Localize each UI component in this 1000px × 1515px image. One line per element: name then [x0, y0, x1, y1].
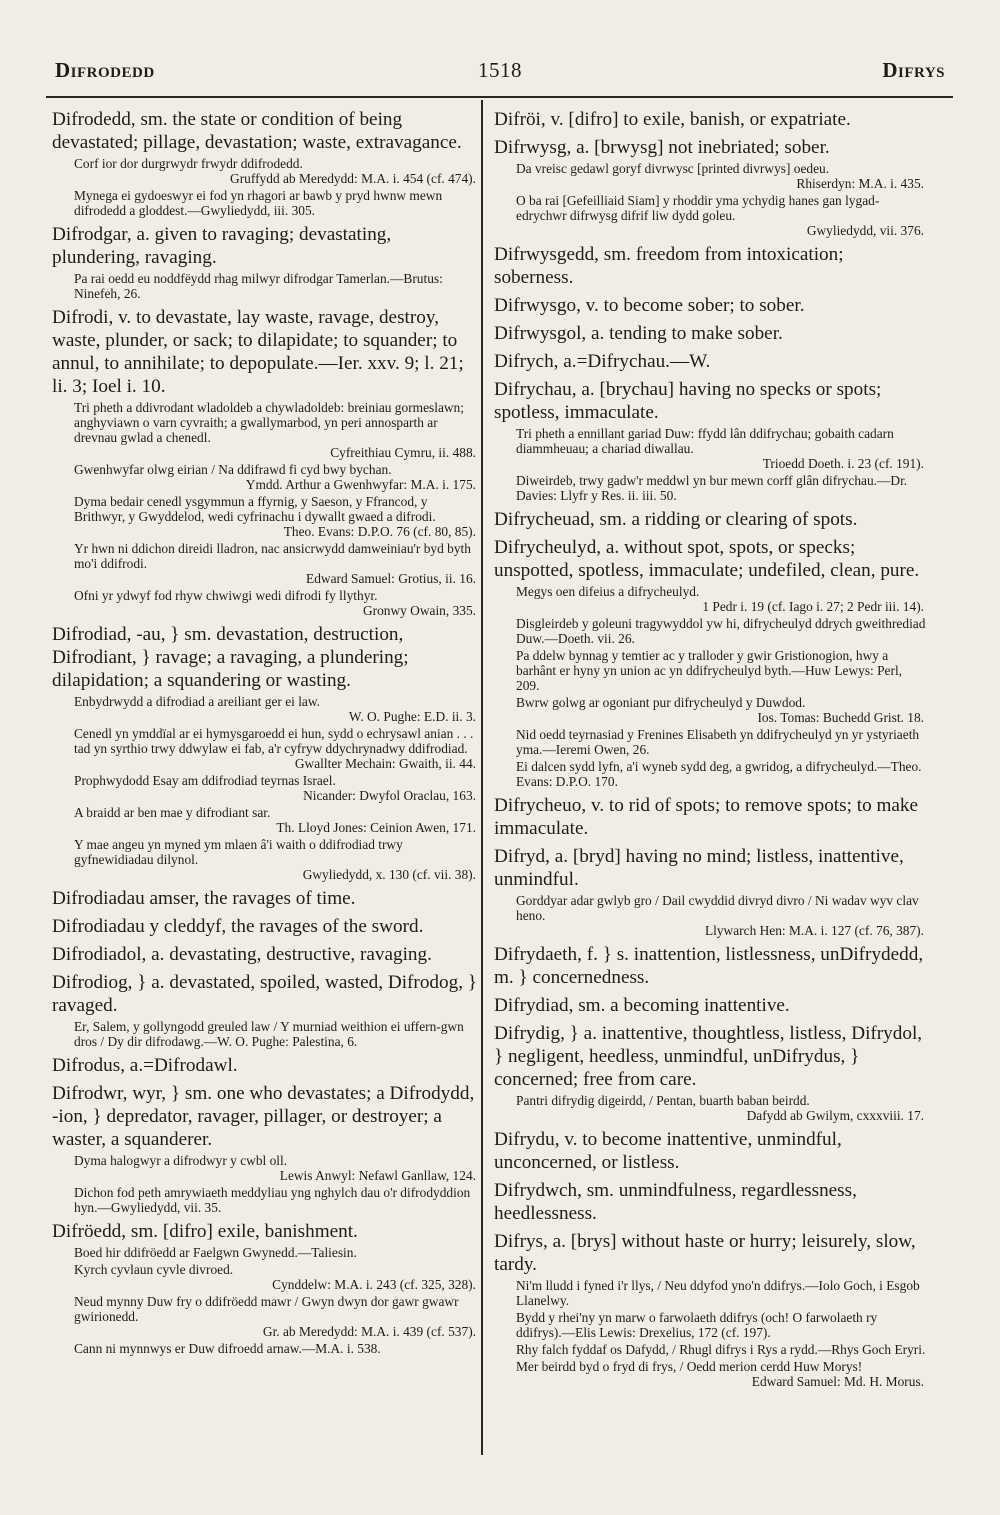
entry-definition: Difrycheuad, sm. a ridding or clearing of spots.	[494, 509, 858, 530]
entry-definition: Difrodus, a.=Difrodawl.	[52, 1055, 238, 1076]
entry-definition: Difrwysgedd, sm. freedom from intoxication; soberness.	[494, 244, 844, 288]
dictionary-entry	[494, 994, 926, 1017]
dictionary-entry	[52, 915, 478, 938]
column-divider	[481, 100, 483, 1455]
entry-definition: Difrydaeth, f. } s. inattention, listlessness, unDifrydedd, m. } concernedness.	[494, 944, 924, 988]
dictionary-entry	[52, 108, 478, 218]
entry-definition: Difrwysgol, a. tending to make sober.	[494, 323, 783, 344]
example-quotation: Cann ni mynnwys er Duw difroedd arnaw.—M.A. i. 538.	[74, 1341, 381, 1356]
example-quotation: Disgleirdeb y goleuni tragywyddol yw hi, difrycheulyd ddrych gweithrediad Duw.—Doeth. vii. 26.	[516, 616, 926, 646]
example-quotation: Prophwydodd Esay am ddifrodiad teyrnas Israel.	[74, 773, 336, 788]
quotation-citation: 1 Pedr i. 19 (cf. Iago i. 27; 2 Pedr iii. 14).	[702, 599, 924, 614]
entry-definition: Difrwysg, a. [brwysg] not inebriated; sober.	[494, 137, 830, 158]
example-quotation: Bydd y rhei'ny yn marw o farwolaeth ddifrys (och! O farwolaeth ry ddifrys).—Elis Lewis: Drexelius, 172 (cf. 197).	[516, 1310, 878, 1340]
entry-definition: Difrodiadau y cleddyf, the ravages of the sword.	[52, 916, 424, 937]
quotation-citation: Gr. ab Meredydd: M.A. i. 439 (cf. 537).	[262, 1324, 476, 1339]
example-quotation: Er, Salem, y gollyngodd greuled law / Y murniad weithion ei uffern-gwn dros / Dy dir difrodawg.—W. O. Pughe: Palestina, 6.	[74, 1019, 464, 1049]
dictionary-entry	[52, 1220, 478, 1356]
example-quotation: Pantri difrydig digeirdd, / Pentan, buarth baban beirdd.	[516, 1093, 810, 1108]
entry-definition: Difrycheulyd, a. without spot, spots, or specks; unspotted, spotless, immaculate; undefiled, clean, pure.	[494, 537, 920, 581]
dictionary-entry	[494, 322, 926, 345]
dictionary-entry	[494, 794, 926, 840]
example-quotation: Cenedl yn ymddïal ar ei hymysgaroedd ei hun, sydd o echrysawl anian . . . tad yn syrthio trwy ddwylaw ei fab, a'r cyfryw ddychrynadwy ddifrodiad.	[74, 726, 474, 756]
dictionary-entry	[494, 536, 926, 789]
example-quotation: Gwenhwyfar olwg eirian / Na ddifrawd fi cyd bwy bychan.	[74, 462, 392, 477]
quotation-citation: Edward Samuel: Md. H. Morus.	[751, 1374, 924, 1389]
quotation-citation: W. O. Pughe: E.D. ii. 3.	[348, 709, 476, 724]
example-quotation: Nid oedd teyrnasiad y Frenines Elisabeth yn ddifrycheulyd yn yr ystyriaeth yma.—Ieremi Owen, 26.	[516, 727, 920, 757]
quotation-citation: Gwallter Mechain: Gwaith, ii. 44.	[294, 756, 476, 771]
example-quotation: A braidd ar ben mae y difrodiant sar.	[74, 805, 271, 820]
example-quotation: Mer beirdd byd o fryd di frys, / Oedd merion cerdd Huw Morys!	[516, 1359, 863, 1374]
dictionary-entry	[494, 845, 926, 938]
entry-definition: Difrodgar, a. given to ravaging; devastating, plundering, ravaging.	[52, 224, 392, 268]
dictionary-entry	[52, 306, 478, 618]
dictionary-entry	[494, 294, 926, 317]
entry-definition: Difrycheuo, v. to rid of spots; to remove spots; to make immaculate.	[494, 795, 919, 839]
entry-definition: Difrodedd, sm. the state or condition of being devastated; pillage, devastation; waste, extravagance.	[52, 109, 462, 153]
example-quotation: Ni'm lludd i fyned i'r llys, / Neu ddyfod yno'n ddifrys.—Iolo Goch, i Esgob Llanelwy.	[516, 1278, 920, 1308]
example-quotation: Corf ior dor durgrwydr frwydr ddifrodedd.	[74, 156, 303, 171]
quotation-citation: Theo. Evans: D.P.O. 76 (cf. 80, 85).	[283, 524, 476, 539]
example-quotation: Neud mynny Duw fry o ddifröedd mawr / Gwyn dwyn dor gawr gwawr gwirionedd.	[74, 1294, 459, 1324]
quotation-citation: Lewis Anwyl: Nefawl Ganllaw, 124.	[279, 1168, 476, 1183]
example-quotation: Dyma bedair cenedl ysgymmun a ffyrnig, y Saeson, y Ffrancod, y Brithwyr, y Gwyddelod, wedi cyfrinachu i dywallt gwaed a difrodi.	[74, 494, 436, 524]
entry-definition: Difrwysgo, v. to become sober; to sober.	[494, 295, 805, 316]
dictionary-entry	[494, 508, 926, 531]
example-quotation: O ba rai [Gefeilliaid Siam] y rhoddir yma ychydig hanes gan lygad-edrychwr difrwysg difrif liw dydd goleu.	[516, 193, 880, 223]
entry-definition: Difrodwr, wyr, } sm. one who devastates; a Difrodydd, -ion, } depredator, ravager, pillager, or destroyer; a waster, a squanderer.	[52, 1083, 475, 1150]
dictionary-entry	[494, 378, 926, 503]
header-left-guideword: Difrodedd	[55, 58, 155, 82]
quotation-citation: Cynddelw: M.A. i. 243 (cf. 325, 328).	[272, 1277, 476, 1292]
example-quotation: Enbydrwydd a difrodiad a areiliant ger ei law.	[74, 694, 321, 709]
dictionary-entry	[52, 887, 478, 910]
dictionary-entry	[494, 1179, 926, 1225]
entry-definition: Difrodiadau amser, the ravages of time.	[52, 888, 356, 909]
quotation-citation: Gwyliedydd, x. 130 (cf. vii. 38).	[302, 867, 476, 882]
left-column	[52, 108, 478, 1453]
example-quotation: Y mae angeu yn myned ym mlaen â'i waith o ddifrodiad trwy gyfnewidiadau dilynol.	[74, 837, 403, 867]
example-quotation: Kyrch cyvlaun cyvle divroed.	[74, 1262, 234, 1277]
quotation-citation: Dafydd ab Gwilym, cxxxviii. 17.	[746, 1108, 924, 1123]
quotation-citation: Th. Lloyd Jones: Ceinion Awen, 171.	[276, 820, 476, 835]
dictionary-entry	[494, 1022, 926, 1123]
example-quotation: Dyma halogwyr a difrodwyr y cwbl oll.	[74, 1153, 288, 1168]
quotation-citation: Nicander: Dwyfol Oraclau, 163.	[303, 788, 476, 803]
quotation-citation: Gwyliedydd, vii. 376.	[806, 223, 924, 238]
quotation-citation: Ymdd. Arthur a Gwenhwyfar: M.A. i. 175.	[245, 477, 476, 492]
example-quotation: Tri pheth a ennillant gariad Duw: ffydd lân ddifrychau; gobaith cadarn diammheuau; a chariad diwallau.	[516, 426, 894, 456]
dictionary-entry	[494, 243, 926, 289]
running-header	[55, 58, 945, 88]
quotation-citation: Ios. Tomas: Buchedd Grist. 18.	[757, 710, 924, 725]
entry-definition: Difröi, v. [difro] to exile, banish, or expatriate.	[494, 109, 851, 130]
dictionary-entry	[52, 943, 478, 966]
entry-definition: Difrodi, v. to devastate, lay waste, ravage, destroy, waste, plunder, or sack; to dilapidate; to squander; to annul, to annihilate; to depopulate.—Ier. xxv. 9; l. 21; li. 3; Ioel i. 10.	[52, 307, 464, 397]
example-quotation: Yr hwn ni ddichon direidi lladron, nac ansicrwydd damweiniau'r byd byth mo'i ddifrodi.	[74, 541, 471, 571]
entry-definition: Difrodiog, } a. devastated, spoiled, wasted, Difrodog, } ravaged.	[52, 972, 477, 1016]
example-quotation: Tri pheth a ddivrodant wladoldeb a chywladoldeb: breiniau gormeslawn; anghyviawn o varn cyvraith; a gwallymarbod, yn peri annosparth ar drevnau gwlad a chenedl.	[74, 400, 464, 445]
dictionary-entry	[494, 136, 926, 238]
quotation-citation: Gruffydd ab Meredydd: M.A. i. 454 (cf. 474).	[230, 171, 476, 186]
example-quotation: Gorddyar adar gwlyb gro / Dail cwyddid divryd divro / Ni wadav wyv clav heno.	[516, 893, 919, 923]
example-quotation: Da vreisc gedawl goryf divrwysc [printed divrwys] oedeu.	[516, 161, 830, 176]
example-quotation: Rhy falch fyddaf os Dafydd, / Rhugl difrys i Rys a rydd.—Rhys Goch Eryri.	[516, 1342, 926, 1357]
example-quotation: Bwrw golwg ar ogoniant pur difrycheulyd y Duwdod.	[516, 695, 806, 710]
entry-definition: Difryd, a. [bryd] having no mind; listless, inattentive, unmindful.	[494, 846, 904, 890]
right-column	[494, 108, 926, 1453]
entry-definition: Difrychau, a. [brychau] having no specks or spots; spotless, immaculate.	[494, 379, 882, 423]
entry-definition: Difrydu, v. to become inattentive, unmindful, unconcerned, or listless.	[494, 1129, 842, 1173]
entry-definition: Difröedd, sm. [difro] exile, banishment.	[52, 1221, 358, 1242]
example-quotation: Ei dalcen sydd lyfn, a'i wyneb sydd deg, a gwridog, a difrycheulyd.—Theo. Evans: D.P.O. 170.	[516, 759, 922, 789]
dictionary-entry	[494, 1230, 926, 1389]
quotation-citation: Gronwy Owain, 335.	[362, 603, 476, 618]
example-quotation: Dichon fod peth amrywiaeth meddyliau yng nghylch dau o'r difrodyddion hyn.—Gwyliedydd, vii. 35.	[74, 1185, 471, 1215]
page-number: 1518	[478, 58, 522, 82]
example-quotation: Pa ddelw bynnag y temtier ac y tralloder y gwir Gristionogion, hwy a barhânt er hyny yn union ac yn ddifrycheulyd byth.—Huw Lewys: Perl, 209.	[516, 648, 903, 693]
header-rule	[46, 96, 953, 98]
example-quotation: Boed hir ddifröedd ar Faelgwn Gwynedd.—Taliesin.	[74, 1245, 357, 1260]
example-quotation: Diweirdeb, trwy gadw'r meddwl yn bur mewn corff glân difrychau.—Dr. Davies: Llyfr y Res. ii. iii. 50.	[516, 473, 908, 503]
example-quotation: Ofni yr ydwyf fod rhyw chwiwgi wedi difrodi fy llythyr.	[74, 588, 378, 603]
entry-definition: Difrys, a. [brys] without haste or hurry; leisurely, slow, tardy.	[494, 1231, 916, 1275]
quotation-citation: Trioedd Doeth. i. 23 (cf. 191).	[762, 456, 924, 471]
dictionary-entry	[494, 108, 926, 131]
dictionary-entry	[52, 1082, 478, 1215]
dictionary-entry	[494, 350, 926, 373]
entry-definition: Difrydig, } a. inattentive, thoughtless, listless, Difrydol, } negligent, heedless, unmindful, unDifrydus, } concerned; free from care.	[494, 1023, 923, 1090]
example-quotation: Mynega ei gydoeswyr ei fod yn rhagori ar bawb y pryd hwnw mewn difrodedd a gloddest.—Gwyliedydd, iii. 305.	[74, 188, 443, 218]
dictionary-entry	[52, 1054, 478, 1077]
example-quotation: Megys oen difeius a difrycheulyd.	[516, 584, 700, 599]
entry-definition: Difrydiad, sm. a becoming inattentive.	[494, 995, 790, 1016]
header-right-guideword: Difrys	[882, 58, 945, 82]
quotation-citation: Rhiserdyn: M.A. i. 435.	[796, 176, 924, 191]
entry-definition: Difrodiad, -au, } sm. devastation, destruction, Difrodiant, } ravage; a ravaging, a plundering; dilapidation; a squandering or wasting.	[52, 624, 409, 691]
quotation-citation: Edward Samuel: Grotius, ii. 16.	[306, 571, 476, 586]
dictionary-entry	[494, 943, 926, 989]
dictionary-entry	[494, 1128, 926, 1174]
entry-definition: Difrydwch, sm. unmindfulness, regardlessness, heedlessness.	[494, 1180, 857, 1224]
dictionary-entry	[52, 223, 478, 301]
entry-definition: Difrodiadol, a. devastating, destructive, ravaging.	[52, 944, 432, 965]
dictionary-entry	[52, 971, 478, 1049]
entry-definition: Difrych, a.=Difrychau.—W.	[494, 351, 711, 372]
quotation-citation: Cyfreithiau Cymru, ii. 488.	[330, 445, 476, 460]
dictionary-entry	[52, 623, 478, 882]
quotation-citation: Llywarch Hen: M.A. i. 127 (cf. 76, 387).	[704, 923, 924, 938]
example-quotation: Pa rai oedd eu noddfëydd rhag milwyr difrodgar Tamerlan.—Brutus: Ninefeh, 26.	[74, 271, 443, 301]
